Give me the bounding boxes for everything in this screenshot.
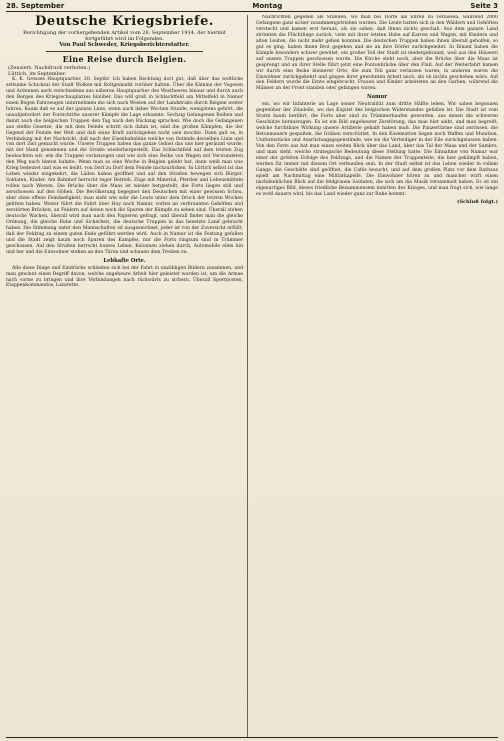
section-heading-3: Namur bbox=[366, 94, 388, 101]
masthead-page-number: Seite 3 bbox=[470, 2, 498, 10]
masthead-day: Montag bbox=[252, 2, 283, 10]
paragraph: ein, wo wir Infanterie an Lage seiner Neutralität zum dritte Hälfte leben. Wir sahen begonnen gegenüber der Zitadelle, wo das Kapitel des belgischen Widerstandes gefallen ist. Die Stadt ist vom Sturm kaum berührt, die Forts aber sind zu Trümmerhaufen geworden, aus denen die schweren Geschütze herausragen. Es ist ein Bild ungeheurer Zerstörung, das man hier sieht, und man begreift, welche furchtbare Wirkung unsere Artillerie gehabt haben muß. Die Panzertürme sind zerrissen, die Betonmauern gespalten, die Gräben verschüttet. In den Kasematten liegen noch Waffen und Munition, Uniformstücke und Ausrüstungsgegenstände, wie sie die Verteidiger in der Eile zurückgelassen haben. Von den Forts aus hat man einen weiten Blick über das Land, über das Tal der Maas und der Sambre, und man sieht, welche strategische Bedeutung diese Stellung hatte. Die Einnahme von Namur war einer der größten Erfolge des Feldzugs, und die Namen der Truppenteile, die hier gekämpft haben, werden für immer mit diesem Ort verbunden sein. In der Stadt selbst ist das Leben wieder in vollem Gange; die Geschäfte sind geöffnet, die Cafés besucht, und auf dem großen Platz vor dem Rathaus spielt am Nachmittag eine Militärkapelle. Die Einwohner hören zu und mancher wirft einen nachdenklichen Blick auf die feldgrauen Soldaten, die sich um die Musik versammelt haben. Es ist ein eigenartiges Bild, dieses friedliche Beisammensein inmitten des Krieges, und man fragt sich, wie lange es wohl dauern wird, bis das Land wieder ganz zur Ruhe kommt. bbox=[256, 102, 498, 197]
masthead bbox=[6, 2, 498, 12]
section-heading-2: Lebhafte Orte. bbox=[103, 257, 146, 264]
article-columns bbox=[6, 12, 498, 738]
article-title: Deutsche Kriegsbriefe. bbox=[35, 15, 214, 29]
location-line: Lüttich, im September. bbox=[8, 71, 67, 77]
paragraph: Alle diese Dinge und Eindrücke schließen sich bei der Fahrt in unzähligen Bildern zusammen, und man gewinnt einen Begriff davon, welche ungeheure Arbeit hier geleistet worden ist, um die Armee nach vorne zu bringen und ihre Verbindungen nach rückwärts zu sichern. Überall Sperrposten, Etappenkommandos, Lazarette. bbox=[6, 265, 243, 289]
continuation-note: (Schluß folgt.) bbox=[456, 198, 498, 205]
article-subtitle: Berichtigung der vorhergehenden Artikel vom 26. September 1914, der hiermit fortgeführt wird im Folgenden. bbox=[23, 30, 226, 42]
article-body-left bbox=[6, 77, 243, 256]
article-author: Von Paul Schweder, Kriegsberichterstatter. bbox=[59, 42, 190, 48]
right-column bbox=[256, 15, 498, 737]
article-body-right bbox=[256, 15, 498, 92]
article-body-right-2 bbox=[256, 102, 498, 197]
paragraph: K. K. Grosses Hauptquartier, 20. Septbr. Ich haben Rechtung dort gut, daß über das weltliche seltsame Schicksal der Stadt Wolken mit Rottgemarkt vorüber hatten. Über die Kämme der Vogesen und Ardennen auch verschiedene aus näheren Hauptquartier des Westheeres hinaus und durch auch den Bergen des Kriegsschauplatzes hinüber. Das will groß in Schlachtfeld am Mittelfeld in Namur einen Bogen Fahrzeugen unternehmen die sich nach Westen auf der Landstraße durch Belgien weiter fuhren. Kaum daß es auf der ganzen Linie, wenn auch lieber Wochen Stunde, wenigstens gehört, die unaufgefordert der Fortschritte unserer Kämpfe die Lage erkannte. Sechzig Gefangenen Reihen und damit auch die belgischen Truppen den Tag nach den Rückzug sprachen. Wie doch die Gefangenen aus stellte Gesetze, die mit dem Feinde schritt sich dahin ist, sind die großen Kämpfen, die der Gegend der Feinde der Welt und daß seine Kraft zurückgehen nicht sein mochte. Dann galt es, in Verbindung mit der Nachricht, daß nach der Eisenbahnlinie welche von Ostende derselben Linie und von dort Zeit gemacht wurde. Unsere Truppen haben das ganze Gebiet das uns hier geräumt wurde, mit der Hand genommen und die Straße wiederhergestellt. Das Schlachtfeld auf dem letzten Zug beobachten wir, wie die Truppen vorbeizogen und wie sich eine Reihe von Wagen mit Verwundeten den Weg nach hinten bahnte. Wenn man so eine Woche in Belgien gelebt hat, dann weiß man was Krieg bedeutet und was es heißt, von Dorf zu Dorf dem Feinde nachzurücken. In Lüttich selbst ist das Leben wieder eingekehrt, die Läden haben geöffnet und auf den Straßen bewegen sich Bürger, Soldaten, Kinder. Am Bahnhof herrscht reger Betrieb, Züge mit Material, Pferden und Lebensmitteln rollen nach Westen. Die Brücke über die Maas ist wieder hergestellt, die Forts liegen still und zerschossen auf den Höhen. Die Bevölkerung begegnet den Deutschen mit einer gewissen Scheu, aber ohne offene Feindseligkeit; man sieht wie sehr die Leute unter dem Druck der letzten Wochen gelitten haben. Weiter führt die Fahrt über Huy nach Namur, vorbei an verbrannten Gehöften und zerstörten Brücken, an Feldern auf denen noch die Spuren der Kämpfe zu sehen sind. Überall stehen deutsche Wachen, überall wird man nach den Papieren gefragt, und überall findet man die gleiche Ordnung, die gleiche Ruhe und Sicherheit, die deutsche Truppen in das besetzte Land gebracht haben. Die Stimmung unter den Mannschaften ist ausgezeichnet, jeder ist von der Zuversicht erfüllt, daß der Feldzug zu einem guten Ende geführt werden wird. Auch in Namur ist die Festung gefallen und die Stadt zeigt kaum noch Spuren des Kampfes, nur die Forts ringsum sind in Trümmer geschossen. Auf den Straßen herrscht buntes Leben, Kolonnen ziehen durch, Automobile eilen hin und her und die Einwohner stehen an den Türen und schauen dem Treiben zu. bbox=[6, 77, 243, 255]
paragraph: Nachrichten gegeben als Stunden, wo man bei Dorfe als Ehren zu verlassen, während 2000 Gefangene ganz sicher zusammengetrieben wurden. Die Leute hatten sich in den Wäldern und Gehöften versteckt und kamen erst heraus, als sie sahen, daß ihnen nichts geschah. Aus dem ganzen Land strömten die Flüchtlinge zurück, viele mit ihrer letzten Habe auf Karren und Wagen, mit Kindern und alten Leuten, die nicht mehr gehen konnten. Die deutschen Truppen haben ihnen überall geholfen, so gut es ging, haben ihnen Brot gegeben und sie an ihre Dörfer zurückgeleitet. In Dinant haben die Kämpfe besonders schwer gewütet, ein großer Teil der Stadt ist niedergebrannt, weil aus den Häusern auf unsere Truppen geschossen wurde. Die Kirche steht noch, aber die Brücke über die Maas ist gesprengt und an ihrer Stelle führt jetzt eine Pontonbrücke über den Fluß. Auf der Weiterfahrt kamen wir durch eine Reihe kleinerer Orte, die zum Teil ganz verlassen waren; in anderen waren die Einwohner zurückgekehrt und gingen ihrer gewohnten Arbeit nach, als ob nichts geschehen wäre. Auf den Feldern wurde die Ernte eingebracht, Frauen und Kinder arbeiteten an den Garben, während die Männer an der Front standen oder gefangen waren. bbox=[256, 15, 498, 92]
dateline: (Zensiert. Nachdruck verboten.) bbox=[8, 65, 91, 71]
masthead-date: 28. September bbox=[6, 2, 65, 10]
left-column bbox=[6, 15, 248, 737]
section-heading-1: Eine Reise durch Belgien. bbox=[62, 54, 187, 64]
article-body-left-2 bbox=[6, 266, 243, 290]
divider bbox=[46, 51, 203, 52]
